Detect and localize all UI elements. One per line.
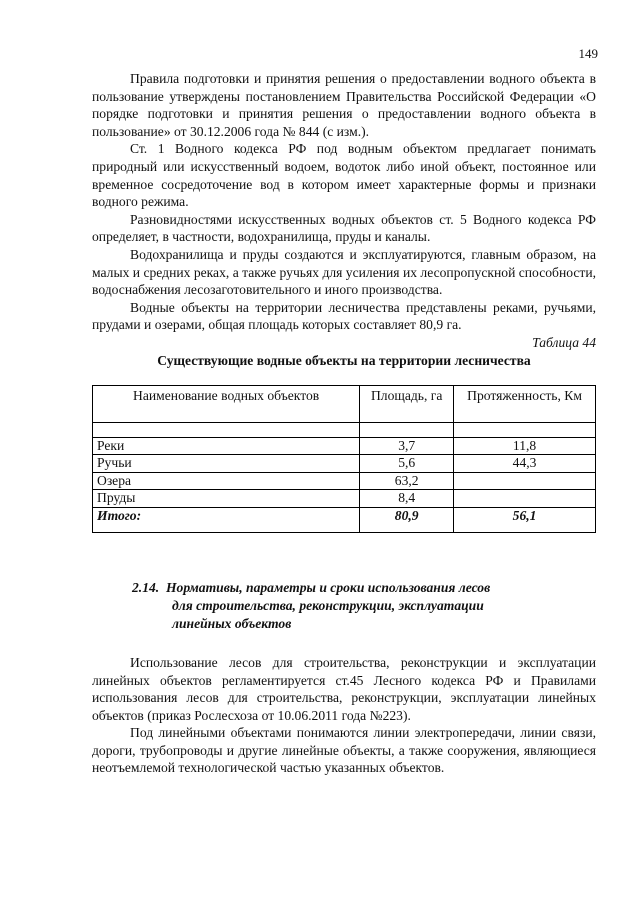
section-heading [92, 579, 596, 633]
cell-area: 3,7 [360, 437, 454, 455]
cell-name: Ручьи [93, 455, 360, 473]
page-content [92, 70, 596, 777]
paragraph: Водохранилища и пруды создаются и эксплуатируются, главным образом, на малых и средних реках, а также ручьях для усиления их лесопропускной способности, водоснабжения лесозаготовительного и иного производства. [92, 246, 596, 298]
cell-total-area: 80,9 [360, 507, 454, 532]
page-number: 149 [578, 46, 598, 61]
section-number: 2.14. [132, 579, 160, 595]
paragraph: Водные объекты на территории лесничества представлены реками, ручьями, прудами и озерами, общая площадь которых составляет 80,9 га. [92, 299, 596, 333]
table-label: Таблица 44 [532, 334, 596, 350]
paragraph: Правила подготовки и принятия решения о предоставлении водного объекта в пользование утверждены постановлением Правительства Российской Федерации «О порядке подготовки и принятия решения о предоставлении водного объекта в пользование» от 30.12.2006 года № 844 (с изм.). [92, 71, 596, 139]
section-body [92, 654, 596, 777]
header-length: Протяженность, Км [454, 385, 596, 422]
section-title-line: линейных объектов [172, 615, 292, 631]
cell-total-length: 56,1 [454, 507, 596, 532]
cell-area: 8,4 [360, 490, 454, 508]
paragraph: Ст. 1 Водного кодекса РФ под водным объектом предлагает понимать природный или искусственный водоем, водоток либо иной объект, постоянное или временное сосредоточение вод в котором имеет характерные формы и признаки водного режима. [92, 141, 596, 210]
cell-area: 5,6 [360, 455, 454, 473]
header-name: Наименование водных объектов [93, 385, 360, 422]
table-header-row [93, 385, 596, 422]
table-spacer-row [93, 422, 596, 437]
cell-length: 11,8 [454, 437, 596, 455]
cell-length [454, 472, 596, 490]
cell-name: Пруды [93, 490, 360, 508]
table-row [93, 437, 596, 455]
paragraph: Под линейными объектами понимаются линии электропередачи, линии связи, дороги, трубопроводы и другие линейные объекты, а также сооружения, являющиеся неотъемлемой технологической частью указанных объектов. [92, 725, 596, 776]
cell-length [454, 490, 596, 508]
table-total-row [93, 507, 596, 532]
cell-area: 63,2 [360, 472, 454, 490]
table-row [93, 490, 596, 508]
paragraph: Разновидностями искусственных водных объектов ст. 5 Водного кодекса РФ определяет, в частности, водохранилища, пруды и каналы. [92, 211, 596, 245]
cell-name: Озера [93, 472, 360, 490]
table-row [93, 455, 596, 473]
cell-name: Реки [93, 437, 360, 455]
table-row [93, 472, 596, 490]
section-title-line: Нормативы, параметры и сроки использования лесов [165, 579, 491, 595]
paragraph: Использование лесов для строительства, реконструкции и эксплуатации линейных объектов регламентируется ст.45 Лесного кодекса РФ и Правилами использования лесов для строительства, реконструкции, эксплуатации линейных объектов (приказ Рослесхоза от 10.06.2011 года №223). [92, 654, 596, 723]
header-area: Площадь, га [360, 385, 454, 422]
cell-total-name: Итого: [93, 507, 360, 532]
section-title-line: для строительства, реконструкции, эксплуатации [172, 597, 484, 613]
cell-length: 44,3 [454, 455, 596, 473]
water-objects-table [92, 385, 596, 533]
table-title: Существующие водные объекты на территории лесничества [157, 352, 531, 368]
